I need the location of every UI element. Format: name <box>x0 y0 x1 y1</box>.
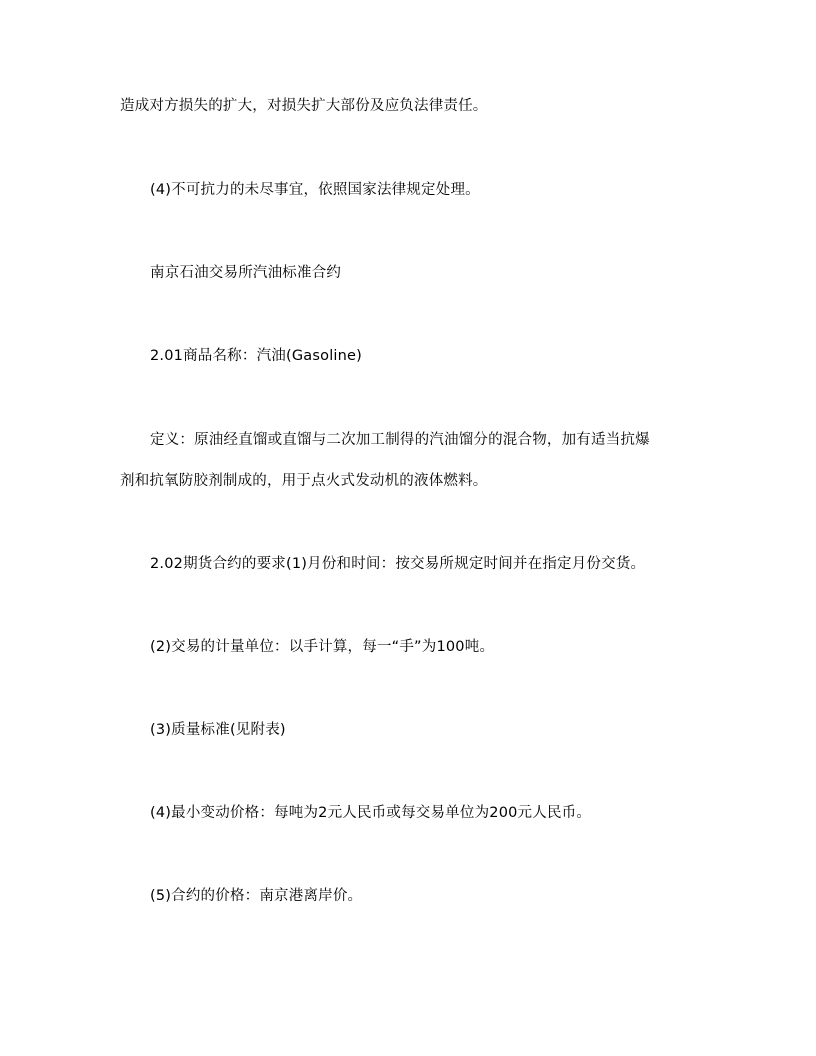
contract-requirements-line: 2.02期货合约的要求(1)月份和时间：按交易所规定时间并在指定月份交货。 <box>150 556 646 572</box>
trading-unit-line: (2)交易的计量单位：以手计算，每一“手”为100吨。 <box>150 639 495 655</box>
force-majeure-clause: (4)不可抗力的未尽事宜，依照国家法律规定处理。 <box>150 182 480 198</box>
definition-line-2: 剂和抗氧防胶剂制成的，用于点火式发动机的液体燃料。 <box>120 473 488 489</box>
contract-price-line: (5)合约的价格：南京港离岸价。 <box>150 888 363 904</box>
minimum-price-change-line: (4)最小变动价格：每吨为2元人民币或每交易单位为200元人民币。 <box>150 805 592 821</box>
quality-standard-line: (3)质量标准(见附表) <box>150 722 286 738</box>
definition-line-1: 定义：原油经直馏或直馏与二次加工制得的汽油馏分的混合物，加有适当抗爆 <box>150 432 650 448</box>
contract-title: 南京石油交易所汽油标准合约 <box>150 265 342 281</box>
paragraph-continuation-line: 造成对方损失的扩大，对损失扩大部份及应负法律责任。 <box>120 98 488 114</box>
product-name-line: 2.01商品名称：汽油(Gasoline) <box>150 348 363 364</box>
